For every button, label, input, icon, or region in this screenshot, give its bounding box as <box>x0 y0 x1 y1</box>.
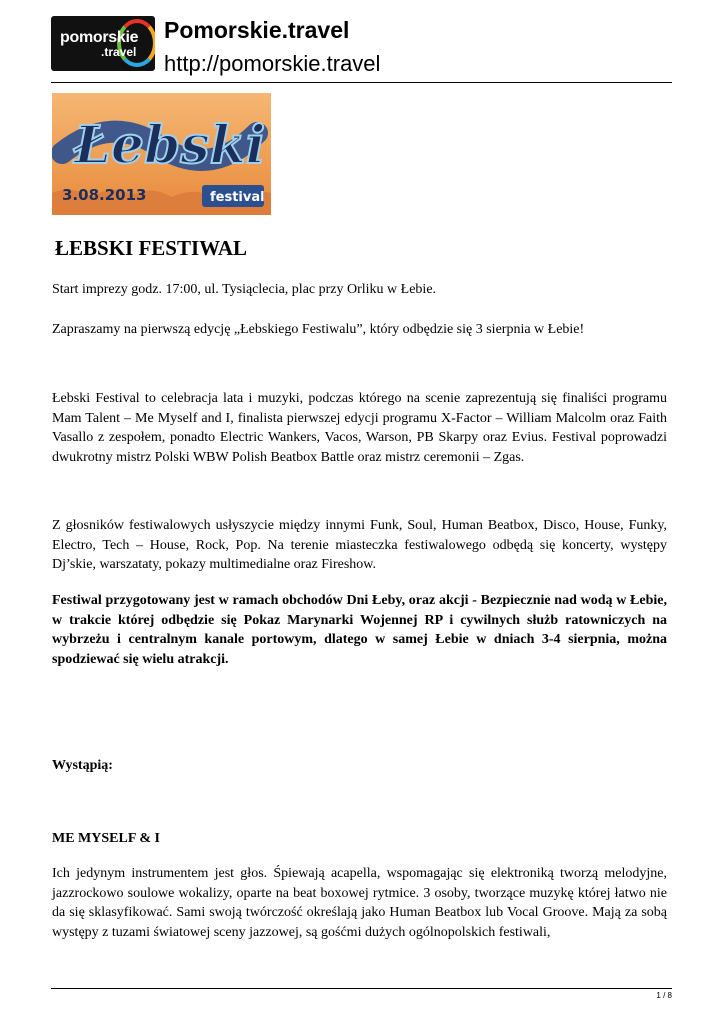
performers-heading: Wystąpią: <box>52 758 113 773</box>
festival-logo-sub: festival <box>210 190 265 205</box>
logo-text: pomorskie <box>60 29 139 46</box>
site-name: Pomorskie.travel <box>164 17 350 43</box>
paragraph-description: Łebski Festival to celebracja lata i muzyki, podczas którego na scenie zaprezentują się finaliści programu Mam Talent – Me Myself and I, finalista pierwszej edycji programu X-Factor – William Malcolm oraz Faith Vasallo z zespołem, ponadto Electric Wankers, Vacos, Warson, PB Skarpy oraz Evius. Festival poprowadzi dwukrotny mistrz Polski WBW Polish Beatbox Battle oraz mistrz ceremonii – Zgas. <box>52 391 667 465</box>
logo-subtext: .travel <box>101 45 137 59</box>
site-url[interactable]: http://pomorskie.travel <box>164 51 381 76</box>
festival-logo-image <box>52 93 271 215</box>
header-divider <box>51 82 672 83</box>
page-title: ŁEBSKI FESTIWAL <box>55 236 247 260</box>
artist-name-heading: ME MYSELF & I <box>52 831 160 846</box>
paragraph-invitation: Zapraszamy na pierwszą edycję „Łebskiego Festiwalu”, który odbędzie się 3 sierpnia w Łebie! <box>52 322 585 337</box>
festival-logo-date: 3.08.2013 <box>62 186 147 204</box>
paragraph-event-context: Festiwal przygotowany jest w ramach obchodów Dni Łeby, oraz akcji - Bezpiecznie nad wodą w Łebie, w trakcie której odbędzie się Pokaz Marynarki Wojennej RP i cywilnych służb ratowniczych na wybrzeżu i centralnym kanale portowym, dlatego w samej Łebie w dniach 3-4 sierpnia, można spodziewać się wielu atrakcji. <box>52 593 667 667</box>
paragraph-artist-bio: Ich jedynym instrumentem jest głos. Śpiewają acapella, wspomagając się elektroniką tworzą melodyjne, jazzrockowo soulowe wokalizy, oparte na beat boxowej rytmice. 3 osoby, tworzące muzykę której łatwo nie da się sklasyfikować. Sami swoją twórczość określają jako Human Beatbox lub Vocal Groove. Mają za sobą występy z tuzami światowej sceny jazzowej, są gośćmi dużych ogólnopolskich festiwali, <box>52 866 667 940</box>
paragraph-genres: Z głosników festiwalowych usłyszycie między innymi Funk, Soul, Human Beatbox, Disco, House, Funky, Electro, Tech – House, Rock, Pop. Na terenie miasteczka festiwalowego odbędą się koncerty, występy Dj’skie, warszataty, pokazy multimedialne oraz Fireshow. <box>52 518 667 572</box>
festival-logo-word: Łebski <box>74 115 266 176</box>
footer-divider <box>51 988 672 989</box>
page-header <box>51 16 672 82</box>
pomorskie-travel-logo[interactable] <box>51 16 155 71</box>
paragraph-start-info: Start imprezy godz. 17:00, ul. Tysiąclecia, plac przy Orliku w Łebie. <box>52 282 437 297</box>
page-number: 1 / 8 <box>656 991 672 1000</box>
